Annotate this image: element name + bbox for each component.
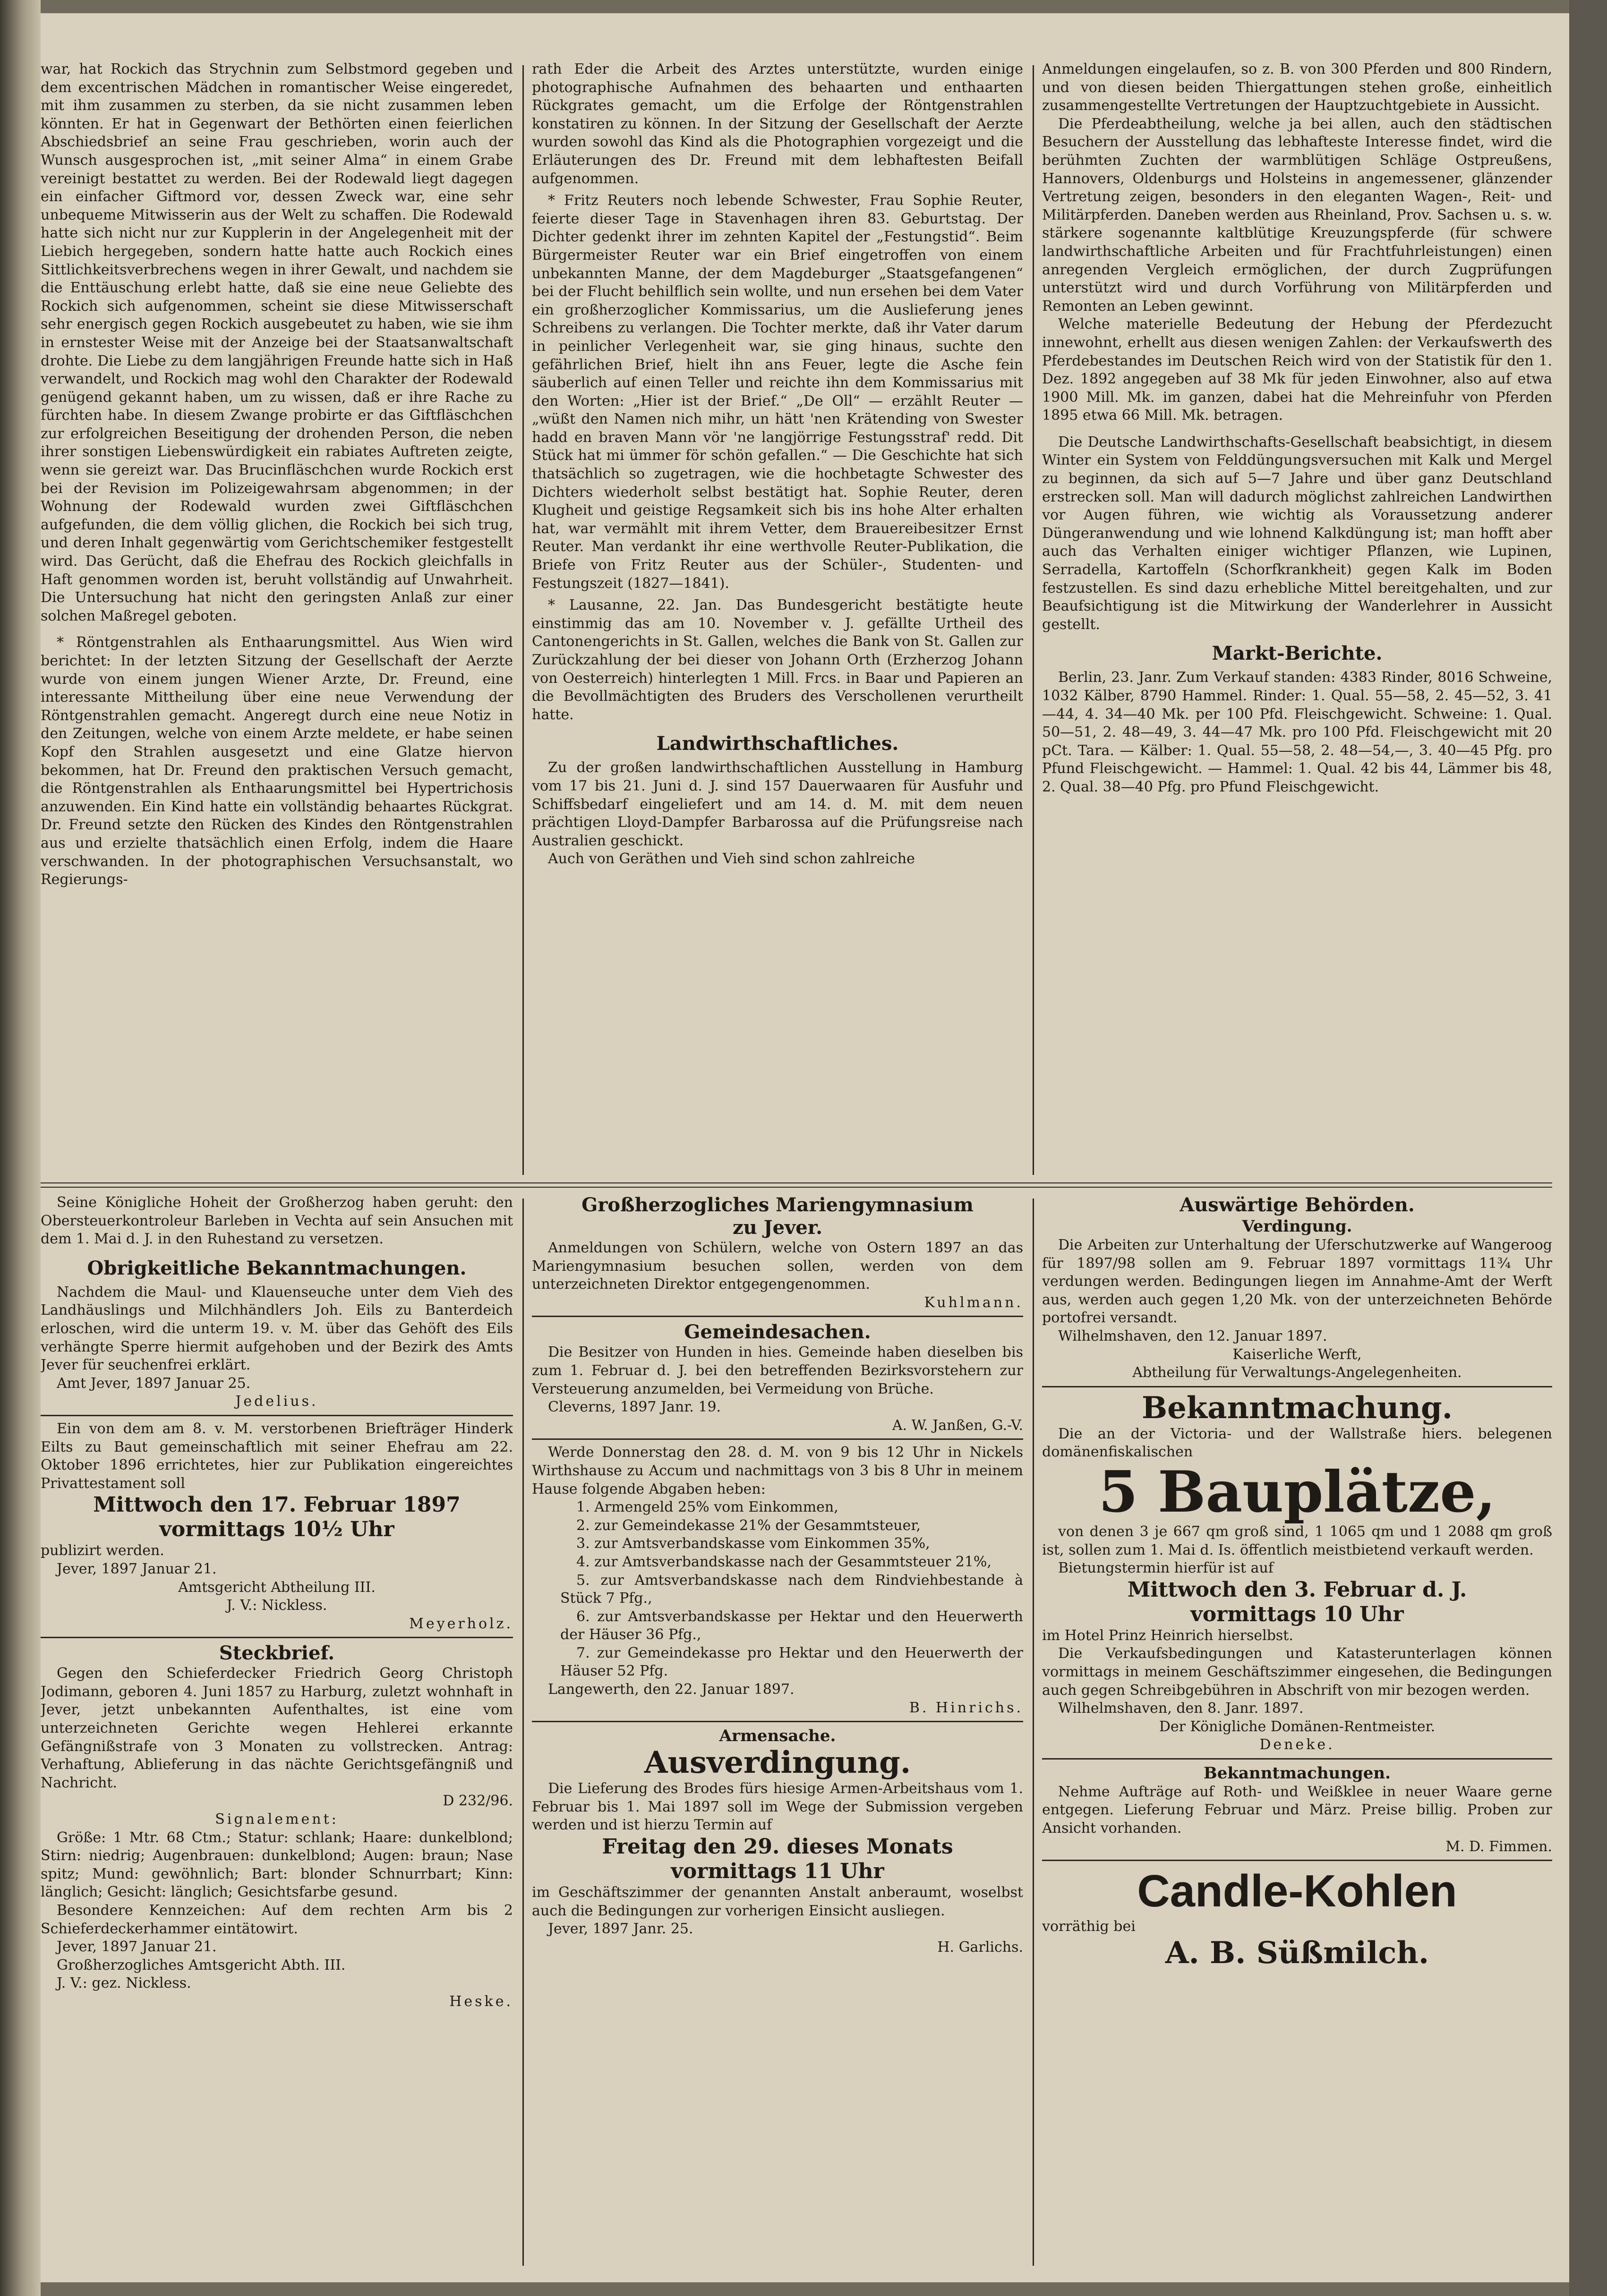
ad-abgaben-item-3: 3. zur Amtsverbandskasse vom Einkommen 35%, [576,1535,930,1552]
ad-rule [1042,1386,1552,1387]
ad-brod-text2: im Geschäftszimmer der genannten Anstalt anberaumt, woselbst auch die Bedingungen zur vorherigen Einsicht ausliegen. [532,1884,1023,1919]
article-roentgen-cont: rath Eder die Arbeit des Arztes unterstützte, wurden einige photographische Aufnahmen des behaarten und enthaarten Rückgrates gemacht, um die Erfolge der Röntgenstrahlen konstatiren zu können. In der Sitzung der Gesellschaft der Aerzte wurden sowohl das Kind als die Photographien vorgezeigt und die Erläuterungen des Dr. Freund mit dem lebhaftesten Beifall aufgenommen. [532,61,1023,187]
ad-abgaben: Werde Donnerstag den 28. d. M. von 9 bis 12 Uhr in Nickels Wirthshause zu Accum und nachmittags von 3 bis 8 Uhr in meinem Hause folgende Abgaben heben: [532,1444,1023,1497]
article-pferde: Die Pferdeabtheilung, welche ja bei allen, auch den städtischen Besuchern der Ausstellung das lebhafteste Interesse findet, wird die berühmten Zuchten der warmblütigen Schläge Ostpreußens, Hannovers, Oldenburgs und Holsteins in angemessener, glänzender Vertretung zeigen, besonders in den eleganten Wagen-, Reit- und Militärpferden. Daneben werden aus Rheinland, Prov. Sachsen u. s. w. stärkere sogenannte kaltblütige Kreuzungspferde (für schwere landwirthschaftliche Arbeiten und für Frachtfuhrleistungen) einen anregenden Vergleich ermöglichen, der durch Zugprüfungen unterstützt wird und durch Vorführung von Militärpferden und Remonten an Leben gewinnt. [1042,115,1552,315]
ad-testament-pub: publizirt werden. [41,1542,164,1559]
ad-bauplaetze-intro: Die an der Victoria- und der Wallstraße hiers. belegenen domänenfiskalischen [1042,1425,1552,1461]
article-lausanne: * Lausanne, 22. Jan. Das Bundesgericht bestätigte heute einstimmig das am 10. November v. J. gefällte Urtheil des Cantonengerichts in St. Gallen, welches die Bank von St. Gallen zur Zurückzahlung der bei dieser von Johann Orth (Erzherzog Johann von Oesterreich) hinterlegten 1 Mill. Frcs. in Baar und Papieren an die Bevollmächtigten des Bruders des Verschollenen verurtheilt hatte. [532,597,1023,723]
ad-seuche-sig: Jedelius. [235,1393,318,1410]
ad-hunde-sig: A. W. Janßen, G.-V. [892,1417,1023,1434]
article-reuter: * Fritz Reuters noch lebende Schwester, Frau Sophie Reuter, feierte dieser Tage in Stavenhagen ihren 83. Geburtstag. Der Dichter gedenkt ihrer im zehnten Kapitel der „Festungstid“. Beim Bürgermeister Reuter war ein Brief eingetroffen von einem unbekannten Manne, der dem Magdeburger „Staatsgefangenen“ bei der Flucht behilflich sein wollte, und nun ersehen bei dem Vater ein großherzoglicher Kommissarius, um die Auslieferung jenes Schreibens zu verlangen. Die Tochter merkte, daß ihr Vater darum in peinlicher Verlegenheit war, sie ging hinaus, suchte den gefährlichen Brief, hielt ihn ans Feuer, legte die Asche fein säuberlich auf einen Teller und reichte ihn dem Kommissarius mit den Worten: „Hier ist der Brief.“ „De Oll“ — erzählt Reuter — „wüßt den Namen nich mihr, un hätt 'nen Krätending von Swester hadd en braven Mann vör 'ne langjörrige Festungsstraf' redd. Dit Stück hat mi ümmer för schön gefallen.“ — Die Geschichte hat sich thatsächlich so zugetragen, wie die hochbetagte Schwester des Dichters wiederholt selbst bestätigt hat. Sophie Reuter, deren Klugheit und geistige Regsamkeit sich bis ins hohe Alter erhalten hat, war vermählt mit ihrem Vetter, dem Brauereibesitzer Ernst Reuter. Man verdankt ihr eine werthvolle Reuter-Publikation, die Briefe von Fritz Reuter aus der Schüler-, Studenten- und Festungszeit (1827—1841). [532,192,1023,592]
heading-markt-berichte: Markt-Berichte. [1212,642,1383,665]
ad-uferschutz-place: Wilhelmshaven, den 12. Januar 1897. [1058,1327,1327,1344]
ad-bauplaetze-text: von denen 3 je 667 qm groß sind, 1 1065 qm und 1 2088 qm groß ist, sollen zum 1. Mai d. Is. öffentlich meistbietend verkauft werden. [1042,1523,1552,1558]
ad-testament-court: Amtsgericht Abtheilung III. [178,1579,376,1596]
heading-gymnasium-city: zu Jever. [732,1216,823,1239]
scan-background [1569,0,1607,2296]
heading-gemeindesachen: Gemeindesachen. [684,1321,871,1344]
ad-gymnasium-sig: Kuhlmann. [924,1294,1023,1311]
ad-brod: Die Lieferung des Brodes fürs hiesige Armen-Arbeitshaus vom 1. Februar bis 1. Mai 1897 soll im Wege der Submission vergeben werden und ist hierzu Termin auf [532,1780,1023,1834]
article-duengung: Die Deutsche Landwirthschafts-Gesellschaft beabsichtigt, in diesem Winter ein System von Felddüngungsversuchen mit Kalk und Mergel zu beginnen, da sich auf 5—7 Jahre und über ganz Deutschland erstrecken soll. Man will dadurch möglichst zahlreichen Landwirthen vor Augen führen, wie wichtig als Voraussetzung anderer Düngeranwendung und wie lohnend Kalkdüngung ist; man hofft aber auch das Verhalten einiger wichtiger Pflanzen, wie Lupinen, Serradella, Kartoffeln (Schorfkrankheit) gegen Kalk im Boden festzustellen. Es sind dazu erhebliche Mittel bereitgehalten, und zur Beaufsichtigung ist die Mitwirkung der Wanderlehrer in Aussicht gestellt. [1042,434,1552,633]
heading-auswaertige: Auswärtige Behörden. [1180,1194,1415,1216]
heading-verdingung: Verdingung. [1242,1217,1352,1236]
heading-bekanntmachung: Bekanntmachung. [1141,1390,1453,1426]
column-1 [41,60,513,1184]
ad-rule [1042,1860,1552,1861]
ad-rule [532,1721,1023,1722]
ads-column-1 [41,1194,513,2280]
heading-armensache: Armensache. [719,1726,836,1746]
ad-gymnasium: Anmeldungen von Schülern, welche von Ostern 1897 an das Mariengymnasium besuchen sollen, werden von dem unterzeichneten Direktor entgegengenommen. [532,1240,1023,1293]
ad-bauplaetze-sig: Deneke. [1259,1736,1335,1753]
ad-steckbrief: Gegen den Schieferdecker Friedrich Georg Christoph Jodimann, geboren 4. Juni 1857 zu Harburg, zuletzt wohnhaft in Jever, jetzt unbekannten Aufenthaltes, ist eine vom unterzeichneten Gerichte wegen Hehlerei erkannte Gefängnißstrafe von 3 Monaten zu vollstrecken. Antrag: Verhaftung, Ablieferung in das nächte Gerichtsgefängniß und Nachricht. [41,1665,513,1791]
ad-candle-sub: vorräthig bei [1042,1918,1136,1935]
article-rockisch: war, hat Rockich das Strychnin zum Selbstmord gegeben und dem excentrischen Mädchen in romantischer Weise eingeredet, mit ihm zusammen zu sterben, da sie nicht zusammen leben könnten. Er hat in Gegenwart der Bethörten einen feierlichen Abschiedsbrief an seine Frau geschrieben, worin auch der Wunsch ausgesprochen ist, „mit seiner Alma“ in einem Grabe vereinigt bestattet zu werden. Bei der Rodewald liegt dagegen ein einfacher Giftmord vor, dessen Zweck war, eine sehr unbequeme Mitwisserin aus der Welt zu schaffen. Die Rodewald hatte sich nicht nur zur Kupplerin in der Angelegenheit mit der Liebich hergegeben, sondern hatte hatte auch Rockich eines Sittlichkeitsverbrechens wegen in ihrer Gewalt, und nachdem sie die Enttäuschung erlebt hatte, daß sie eine neue Geliebte des Rockich sich aufgenommen, scheint sie diese Mitwisserschaft sehr energisch gegen Rockich ausgebeutet zu haben, wie sie ihm in ernstester Weise mit der Anzeige bei der Staatsanwaltschaft drohte. Die Liebe zu dem langjährigen Freunde hatte sich in Haß verwandelt, und Rockich mag wohl den Charakter der Rodewald genügend gekannt haben, um zu wissen, daß er ihre Rache zu fürchten habe. In diesem Zwange probirte er das Giftfläschchen zur erfolgreichen Beseitigung der drohenden Person, die neben ihrer sonstigen Liebenswürdigkeit ein rabiates Auftreten zeigte, wenn sie gereizt war. Das Brucinfläschchen wurde Rockich erst bei der Revision im Polizeigewahrsam abgenommen; in der Wohnung der Rodewald wurden zwei Giftfläschchen aufgefunden, die dem völlig glichen, die Rockich bei sich trug, und deren Inhalt gegenwärtig vom Gerichtschemiker festgestellt wird. Das Gerücht, daß die Ehefrau des Rockich gleichfalls in Haft genommen worden ist, beruht vollständig auf Unwahrheit. Die Untersuchung hat nicht den geringsten Anlaß zur einer solchen Maßregel geboten. [41,61,513,624]
ad-candle-sig: A. B. Süßmilch. [1165,1935,1429,1971]
article-ausstellung-cont: Auch von Geräthen und Vieh sind schon zahlreiche [548,850,915,867]
ad-signalement: Größe: 1 Mtr. 68 Ctm.; Statur: schlank; Haare: dunkelblond; Stirn: niedrig; Augenbrauen: dunkelblond; Augen: braun; Nase spitz; Mund: gewöhnlich; Bart: blonder Schnurrbart; Kinn: länglich; Gesicht: länglich; Gesichtsfarbe gesund. [41,1829,513,1901]
ad-hunde: Die Besitzer von Hunden in hies. Gemeinde haben dieselben bis zum 1. Februar d. J. bei den betreffenden Bezirksvorstehern zur Versteuerung anzumelden, bei Vermeidung von Brüche. [532,1344,1023,1397]
article-markt: Berlin, 23. Janr. Zum Verkauf standen: 4383 Rinder, 8016 Schweine, 1032 Kälber, 8790 Hammel. Rinder: 1. Qual. 55—58, 2. 45—52, 3. 41—44, 4. 34—40 Mk. per 100 Pfd. Fleischgewicht. Schweine: 1. Qual. 50—51, 2. 48—49, 3. 44—47 Mk. pro 100 Pfd. Fleischgewicht mit 20 pCt. Tara. — Kälber: 1. Qual. 55—58, 2. 48—54,—, 3. 40—45 Pfg. pro Pfund Fleischgewicht. — Hammel: 1. Qual. 42 bis 44, Lämmer bis 48, 2. Qual. 38—40 Pfg. pro Pfund Fleischgewicht. [1042,669,1552,795]
ad-bauplaetze-place: Wilhelmshaven, den 8. Janr. 1897. [1058,1700,1304,1717]
ad-bauplaetze-title: 5 Bauplätze, [1098,1458,1496,1525]
book-spine [0,0,41,2296]
heading-signalement: Signalement: [215,1811,339,1828]
ad-testament-sig2: Meyerholz. [409,1615,513,1632]
ad-steckbrief-place: Jever, 1897 Januar 21. [57,1939,217,1956]
ad-uferschutz-org2: Abtheilung für Verwaltungs-Angelegenheiten. [1132,1364,1462,1381]
ad-signalement-extra: Besondere Kennzeichen: Auf dem rechten Arm bis 2 Schieferdeckerhammer eintätowirt. [41,1902,513,1937]
ad-bauplaetze-text3: Die Verkaufsbedingungen und Katasterunterlagen können vormittags in meinem Geschäftszimmer eingesehen, die Bedingungen auch gegen Schreibgebühren in Abschrift von mir bezogen werden. [1042,1645,1552,1699]
ad-uferschutz: Die Arbeiten zur Unterhaltung der Uferschutzwerke auf Wangeroog für 1897/98 sollen am 9. Februar 1897 vormittags 11¾ Uhr verdungen werden. Bedingungen liegen im Annahme-Amt der Werft aus, werden auch gegen 1,20 Mk. von der unterzeichneten Behörde portofrei versandt. [1042,1237,1552,1327]
heading-gymnasium: Großherzogliches Mariengymnasium [581,1194,974,1216]
section-divider [41,1182,1552,1188]
ad-rule [532,1316,1023,1317]
ad-abgaben-item-4: 4. zur Amtsverbandskasse nach der Gesammtsteuer 21%, [576,1553,992,1570]
article-roentgen: * Röntgenstrahlen als Enthaarungsmittel. Aus Wien wird berichtet: In der letzten Sitzung der Gesellschaft der Aerzte wurde von einem jungen Wiener Arzte, Dr. Freund, eine interessante Mittheilung über eine neue Verwendung der Röntgenstrahlen gemacht. Angeregt durch eine neue Notiz in den Zeitungen, welche von einem Arzte meldete, er habe seinen Kopf den Strahlen ausgesetzt und eine Glatze hiervon bekommen, hat Dr. Freund den praktischen Versuch gemacht, die Röntgenstrahlen als Enthaarungsmittel bei Hypertrichosis anzuwenden. Ein Kind hatte ein vollständig behaartes Rückgrat. Dr. Freund setzte den Rücken des Kindes den Röntgenstrahlen aus und erzielte thatsächlich einen Erfolg, indem die Haare verschwanden. In der photographischen Versuchsanstalt, wo Regierungs- [41,634,513,888]
ad-steckbrief-sig: J. V.: gez. Nickless. [57,1975,191,1992]
ad-abgaben-item-7: 7. zur Gemeindekasse pro Hektar und den Heuerwerth der Häuser 52 Pfg. [560,1644,1023,1680]
heading-landwirthschaftliches: Landwirthschaftliches. [656,732,899,755]
ad-brod-sig: H. Garlichs. [937,1939,1023,1956]
ad-steckbrief-ref: D 232/96. [443,1793,513,1810]
ad-steckbrief-sig2: Heske. [449,1993,513,2010]
ad-brod-time: vormittags 11 Uhr [671,1859,884,1884]
article-bedeutung: Welche materielle Bedeutung der Hebung der Pferdezucht innewohnt, erhellt aus diesen wenigen Zahlen: der Verkaufswerth des Pferdebestandes im Deutschen Reich wird von der Statistik für den 1. Dez. 1892 angegeben auf 38 Mk für jeden Einwohner, also auf etwa 1900 Mill. Mk. im ganzen, dabei hat die Mehreinfuhr von Pferden 1895 etwa 66 Mill. Mk. betragen. [1042,316,1552,424]
ad-testament-place: Jever, 1897 Januar 21. [57,1560,217,1577]
heading-steckbrief: Steckbrief. [219,1642,335,1665]
heading-ausverdingung: Ausverdingung. [644,1745,911,1781]
ad-bauplaetze-org: Der Königliche Domänen-Rentmeister. [1159,1718,1436,1735]
newspaper-page [41,13,1569,2282]
ad-bauplaetze-termin: Bietungstermin hierfür ist auf [1058,1560,1274,1577]
ad-brod-date: Freitag den 29. dieses Monats [602,1835,953,1859]
ad-steckbrief-court: Großherzogliches Amtsgericht Abth. III. [57,1956,346,1973]
ad-abgaben-place: Langewerth, den 22. Januar 1897. [548,1681,795,1698]
ads-column-2 [532,1194,1023,2280]
heading-obrigkeitliche: Obrigkeitliche Bekanntmachungen. [87,1257,467,1279]
ad-testament-sig: J. V.: Nickless. [226,1597,327,1614]
column-rule-1 [522,65,524,1175]
column-2 [532,60,1023,1184]
ad-grossherzog: Seine Königliche Hoheit der Großherzog haben geruht: den Obersteuerkontroleur Barleben in Vechta auf sein Ansuchen mit dem 1. Mai d. J. in den Ruhestand zu versetzen. [41,1194,513,1248]
ad-rule [1042,1758,1552,1760]
ads-column-3 [1042,1194,1552,2280]
ad-abgaben-item-5: 5. zur Amtsverbandskasse nach dem Rindviehbestande à Stück 7 Pfg., [560,1572,1023,1607]
ad-abgaben-item-6: 6. zur Amtsverbandskasse per Hektar und den Heuerwerth der Häuser 36 Pfg., [560,1608,1023,1643]
ad-seuche-place: Amt Jever, 1897 Januar 25. [57,1375,251,1392]
ad-uferschutz-org1: Kaiserliche Werft, [1232,1346,1362,1363]
ad-rule [41,1415,513,1416]
ad-abgaben-sig: B. Hinrichs. [909,1699,1023,1716]
ad-hunde-place: Cleverns, 1897 Janr. 19. [548,1399,721,1416]
ad-brod-place: Jever, 1897 Janr. 25. [548,1921,693,1938]
ads-rule-1 [522,1199,524,2266]
ad-bauplaetze-time: vormittags 10 Uhr [1190,1602,1404,1626]
ad-bauplaetze-hotel: im Hotel Prinz Heinrich hierselbst. [1042,1627,1293,1644]
ad-candle-kohlen: Candle-Kohlen [1137,1866,1457,1917]
ad-rule [41,1637,513,1638]
ad-testament: Ein von dem am 8. v. M. verstorbenen Briefträger Hinderk Eilts zu Baut gemeinschaftlich mit seiner Ehefrau am 22. Oktober 1896 errichtetes, hier zur Publikation eingereichtes Privattestament soll [41,1420,513,1492]
ad-rule [532,1438,1023,1440]
ad-testament-time: vormittags 10½ Uhr [159,1517,394,1542]
ad-abgaben-item-2: 2. zur Gemeindekasse 21% der Gesammtsteuer, [576,1517,921,1534]
article-anmeldungen: Anmeldungen eingelaufen, so z. B. von 300 Pferden und 800 Rindern, und von diesen beiden Thiergattungen stehen große, einheitlich zusammengestellte Vertretungen der Hauptzuchtgebiete in Aussicht. [1042,61,1552,114]
ad-abgaben-item-1: 1. Armengeld 25% vom Einkommen, [576,1499,838,1516]
ads-rule-2 [1033,1199,1034,2266]
ad-klee: Nehme Aufträge auf Roth- und Weißklee in neuer Waare gerne entgegen. Lieferung Februar und März. Preise billig. Proben zur Ansicht vorhanden. [1042,1783,1552,1837]
heading-bekanntmachungen: Bekanntmachungen. [1204,1763,1391,1783]
article-ausstellung: Zu der großen landwirthschaftlichen Ausstellung in Hamburg vom 17 bis 21. Juni d. J. sind 157 Dauerwaaren für Ausfuhr und Schiffsbedarf eingeliefert und am 14. d. M. mit dem neuen prächtigen Lloyd-Dampfer Barbarossa auf die Prüfungsreise nach Australien geschickt. [532,759,1023,849]
ad-bauplaetze-date: Mittwoch den 3. Februar d. J. [1127,1577,1467,1602]
ad-klee-sig: M. D. Fimmen. [1445,1838,1552,1855]
column-rule-2 [1033,65,1034,1175]
column-3 [1042,60,1552,1184]
ad-seuche: Nachdem die Maul- und Klauenseuche unter dem Vieh des Landhäuslings und Milchhändlers Joh. Eils zu Banterdeich erloschen, wird die unterm 19. v. M. über das Gehöft des Eils verhängte Sperre hiermit aufgehoben und der Bezirk des Amts Jever für seuchenfrei erklärt. [41,1284,513,1374]
ad-testament-date: Mittwoch den 17. Februar 1897 [93,1493,461,1517]
